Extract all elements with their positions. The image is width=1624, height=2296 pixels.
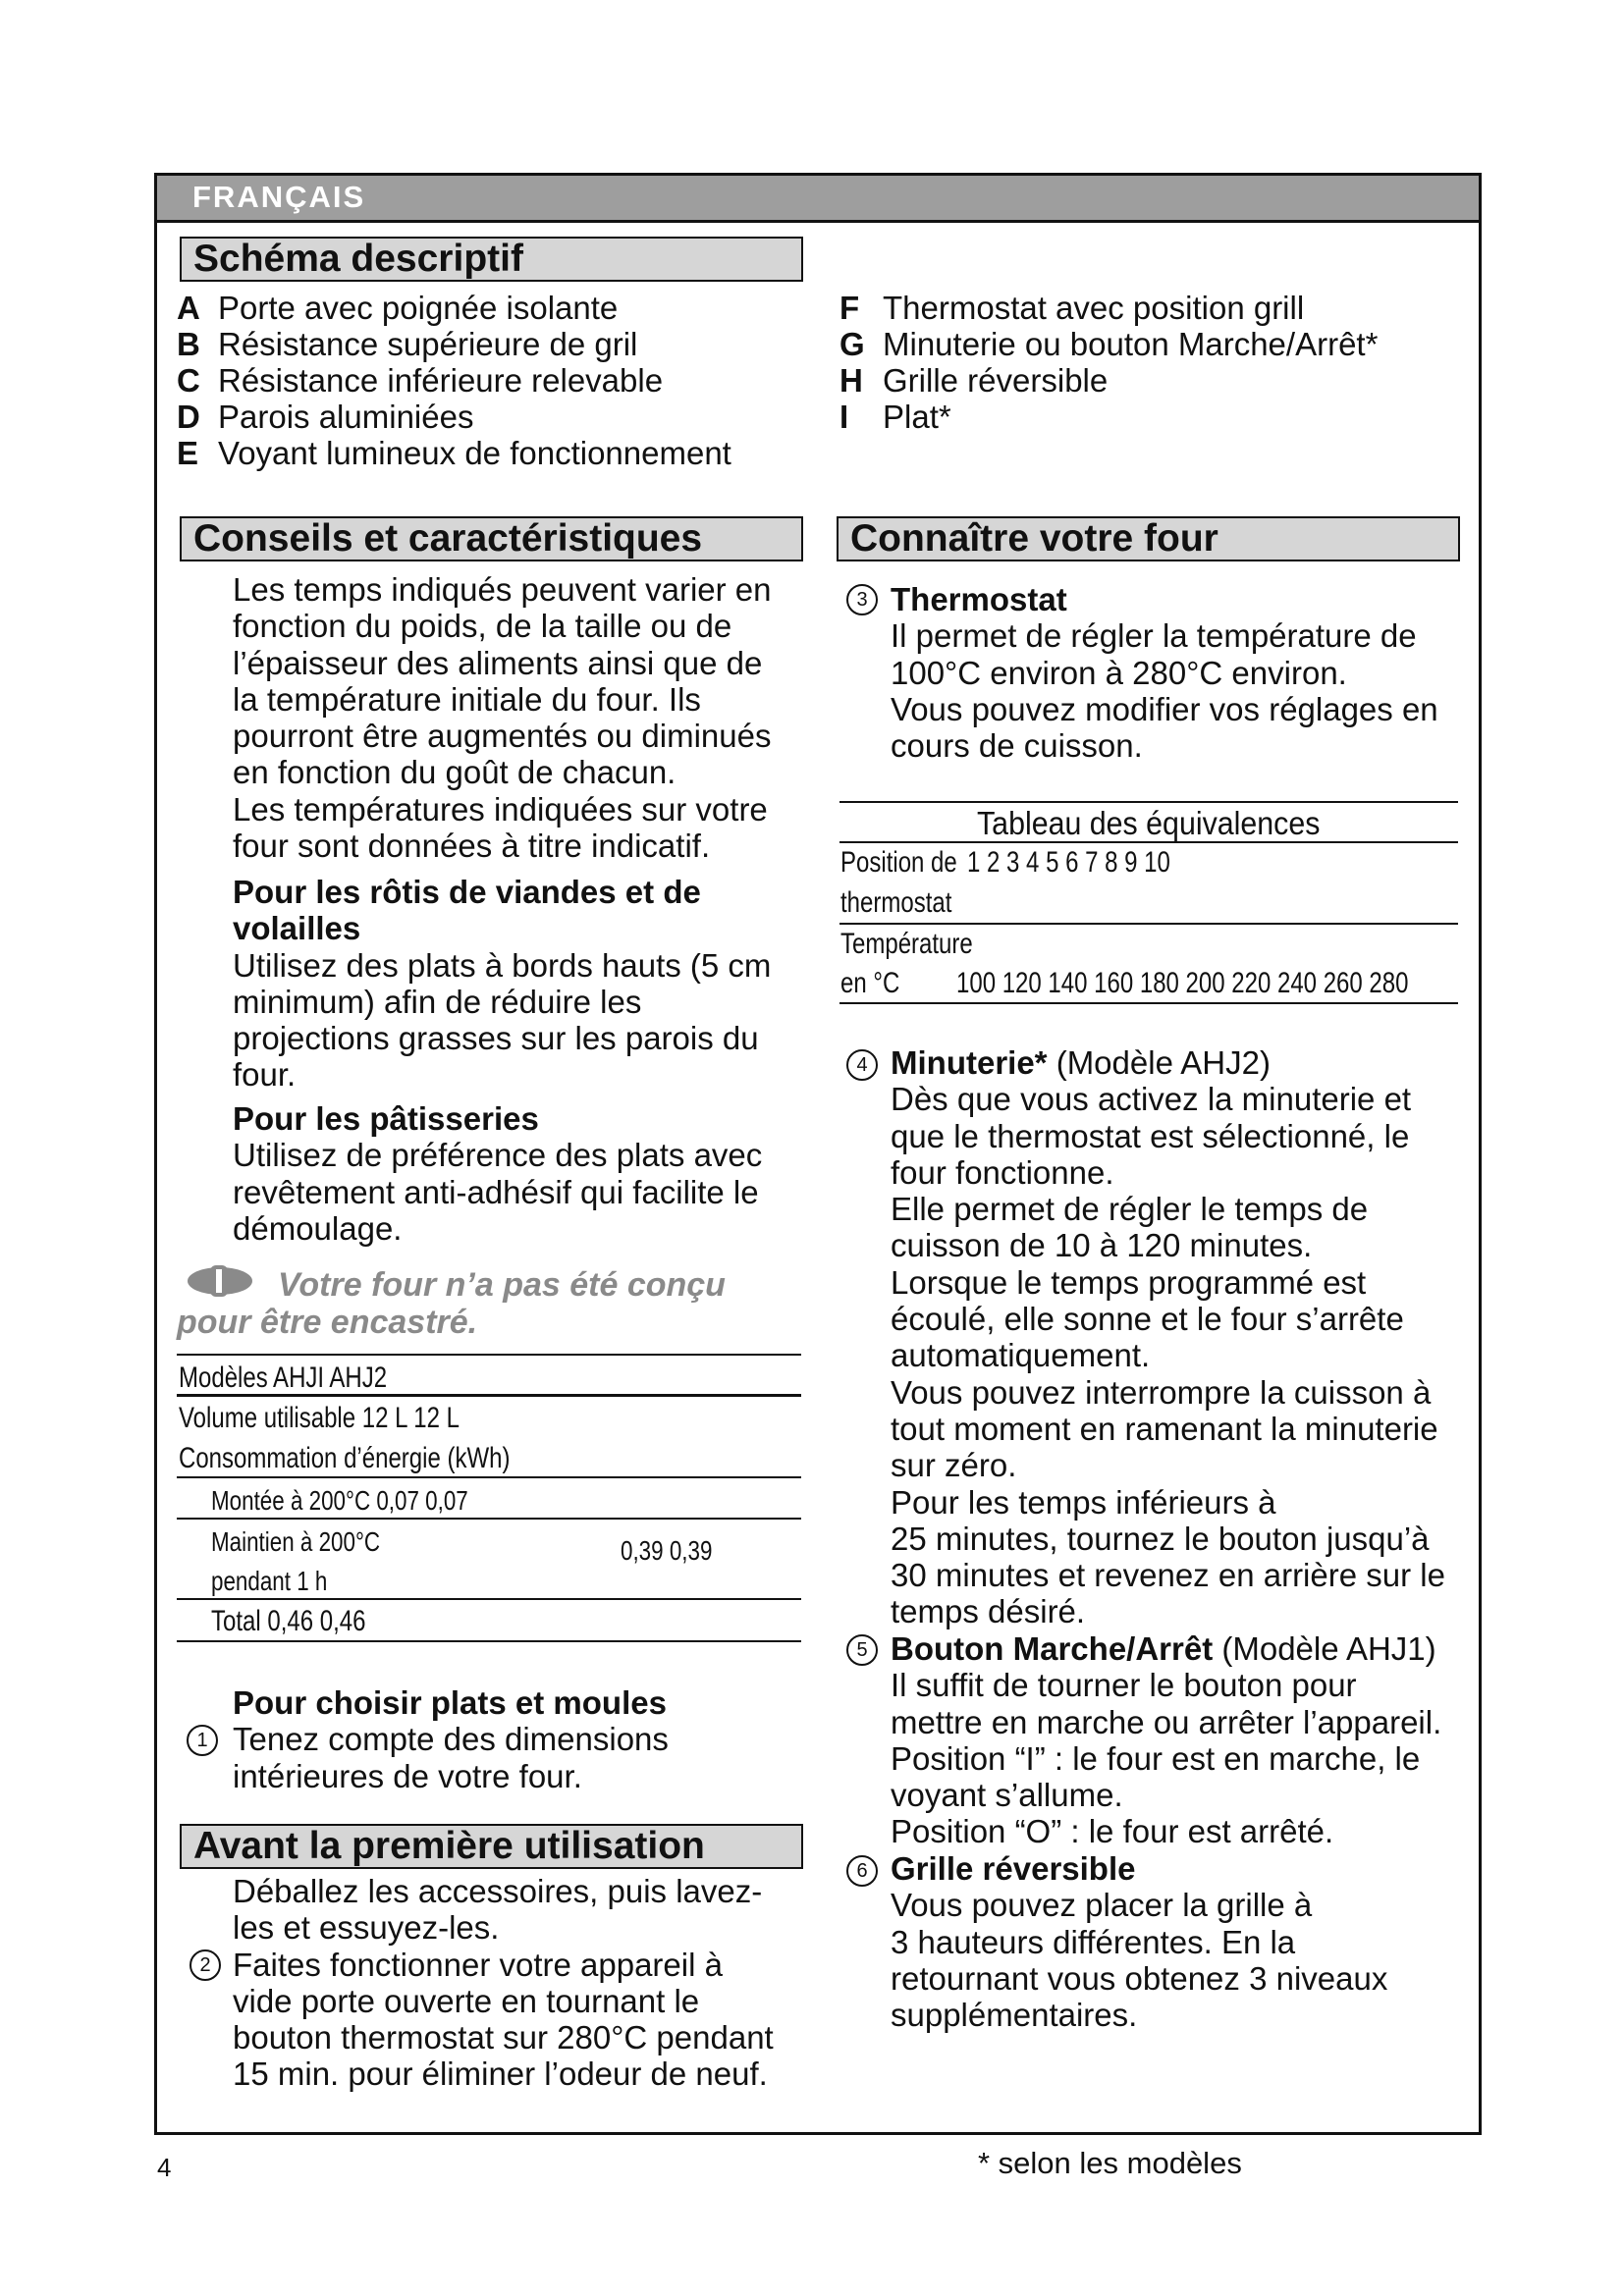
section-title-avant: Avant la première utilisation bbox=[180, 1824, 803, 1869]
schema-item-a: A Porte avec poignée isolante bbox=[177, 290, 619, 326]
grille-block: Grille réversible Vous pouvez placer la grille à 3 hauteurs différentes. En la retournant vous obtenez 3 niveaux supplémentaires. bbox=[891, 1850, 1388, 2034]
spec-volume: Volume utilisable 12 L 12 L bbox=[179, 1402, 460, 1434]
schema-item-e: E Voyant lumineux de fonctionnement bbox=[177, 435, 731, 471]
note-line-1: Votre four n’a pas été conçu bbox=[278, 1266, 726, 1304]
section-title-connaitre: Connaître votre four bbox=[837, 516, 1460, 561]
footer-note: * selon les modèles bbox=[978, 2146, 1242, 2180]
table-rule-mid bbox=[839, 923, 1458, 925]
minuterie-block: Minuterie* (Modèle AHJ2) Dès que vous activez la minuterie et que le thermostat est sélectionné, le four fonctionne. Elle permet de régler le temps de cuisson de 10 à 120 minutes. Lorsque le temps programmé est écoulé, elle sonne et le four s’arrête automatiquement. Vous pouvez interrompre la cuisson à tout moment en ramenant la minuterie sur zéro. Pour les temps inférieurs à 25 minutes, tournez le bouton jusqu’à 30 minutes et revenez en arrière sur le temps désiré. bbox=[891, 1044, 1445, 1630]
page-number: 4 bbox=[157, 2153, 172, 2182]
section-title-conseils: Conseils et caractéristiques bbox=[180, 516, 803, 561]
note-line-2: pour être encastré. bbox=[177, 1304, 478, 1341]
spec-rule-top bbox=[177, 1354, 801, 1356]
table-pos-label: Position de bbox=[840, 846, 957, 879]
language-band bbox=[157, 176, 1479, 223]
spec-conso: Consommation d’énergie (kWh) bbox=[179, 1442, 511, 1474]
table-temp-values: 100 120 140 160 180 200 220 240 260 280 bbox=[956, 967, 1409, 999]
schema-item-h: H Grille réversible bbox=[839, 362, 1109, 399]
spec-rule-conso bbox=[177, 1476, 801, 1478]
step-1-badge: 1 bbox=[187, 1725, 218, 1756]
step-2-badge: 2 bbox=[189, 1949, 221, 1981]
spec-rule-pendant bbox=[177, 1598, 801, 1600]
schema-item-d: D Parois aluminiées bbox=[177, 399, 474, 435]
section-title-schema: Schéma descriptif bbox=[180, 237, 803, 282]
spec-total: Total 0,46 0,46 bbox=[211, 1605, 366, 1637]
schema-item-b: B Résistance supérieure de gril bbox=[177, 326, 638, 362]
grille-title: Grille réversible bbox=[891, 1850, 1136, 1887]
table-rule-bottom bbox=[839, 1002, 1458, 1004]
schema-item-c: C Résistance inférieure relevable bbox=[177, 362, 664, 399]
language-label: FRANÇAIS bbox=[192, 180, 366, 214]
table-rule-top bbox=[839, 801, 1458, 803]
rotis-block: Pour les rôtis de viandes et de volailles Utilisez des plats à bords hauts (5 cm minimum) afin de réduire les projections grasses sur les parois du four. bbox=[233, 874, 772, 1094]
step-4-badge: 4 bbox=[846, 1049, 878, 1081]
table-pos-label-2: thermostat bbox=[840, 886, 952, 919]
step-5-badge: 5 bbox=[846, 1634, 878, 1666]
avant-block: Déballez les accessoires, puis lavez- les et essuyez-les. Faites fonctionner votre appareil à vide porte ouverte en tournant le bouton thermostat sur 280°C pendant 15 min. pour éliminer l’odeur de neuf. bbox=[233, 1873, 774, 2093]
table-rule-title bbox=[839, 841, 1458, 843]
spec-rule-bottom bbox=[177, 1640, 801, 1642]
schema-item-f: F Thermostat avec position grill bbox=[839, 290, 1305, 326]
minuterie-title: Minuterie* bbox=[891, 1044, 1048, 1081]
table-pos-values: 1 2 3 4 5 6 7 8 9 10 bbox=[967, 846, 1170, 879]
schema-item-i: I Plat* bbox=[839, 399, 951, 435]
spec-pendant: pendant 1 h bbox=[211, 1566, 328, 1596]
patisseries-block: Pour les pâtisseries Utilisez de préférence des plats avec revêtement anti-adhésif qui facilite le démoulage. bbox=[233, 1100, 763, 1247]
thermostat-title: Thermostat bbox=[891, 581, 1067, 617]
table-temp-label: Température bbox=[840, 928, 973, 960]
info-hand-icon bbox=[183, 1263, 257, 1299]
rotis-title: Pour les rôtis de viandes et de bbox=[233, 874, 701, 910]
bouton-title: Bouton Marche/Arrêt bbox=[891, 1630, 1214, 1667]
bouton-block: Bouton Marche/Arrêt (Modèle AHJ1) Il suffit de tourner le bouton pour mettre en marche ou arrêter l’appareil. Position “I” : le four est en marche, le voyant s’allume. Position “O” : le four est arrêté. bbox=[891, 1630, 1442, 1850]
plats-title: Pour choisir plats et moules bbox=[233, 1684, 667, 1721]
schema-item-g: G Minuterie ou bouton Marche/Arrêt* bbox=[839, 326, 1379, 362]
plats-block: Pour choisir plats et moules Tenez compte des dimensions intérieures de votre four. bbox=[233, 1684, 669, 1794]
spec-rule-models bbox=[177, 1394, 801, 1397]
table-title: Tableau des équivalences bbox=[977, 805, 1321, 841]
table-temp-unit: en °C bbox=[840, 967, 900, 999]
spec-maintien-values: 0,39 0,39 bbox=[621, 1535, 713, 1566]
step-6-badge: 6 bbox=[846, 1855, 878, 1887]
conseils-intro: Les temps indiqués peuvent varier en fonction du poids, de la taille ou de l’épaisseur des aliments ainsi que de la température initiale du four. Ils pourront être augmentés ou diminués en fonction du goût de chacun. Les températures indiquées sur votre four sont données à titre indicatif. bbox=[233, 571, 772, 865]
step-3-badge: 3 bbox=[846, 584, 878, 615]
spec-models: Modèles AHJI AHJ2 bbox=[179, 1362, 388, 1394]
spec-rule-montee bbox=[177, 1518, 801, 1520]
thermostat-block: Thermostat Il permet de régler la température de 100°C environ à 280°C environ. Vous pouvez modifier vos réglages en cours de cuisson. bbox=[891, 581, 1438, 765]
patisseries-title: Pour les pâtisseries bbox=[233, 1100, 539, 1137]
spec-montee: Montée à 200°C 0,07 0,07 bbox=[211, 1485, 468, 1516]
spec-maintien: Maintien à 200°C bbox=[211, 1526, 381, 1557]
